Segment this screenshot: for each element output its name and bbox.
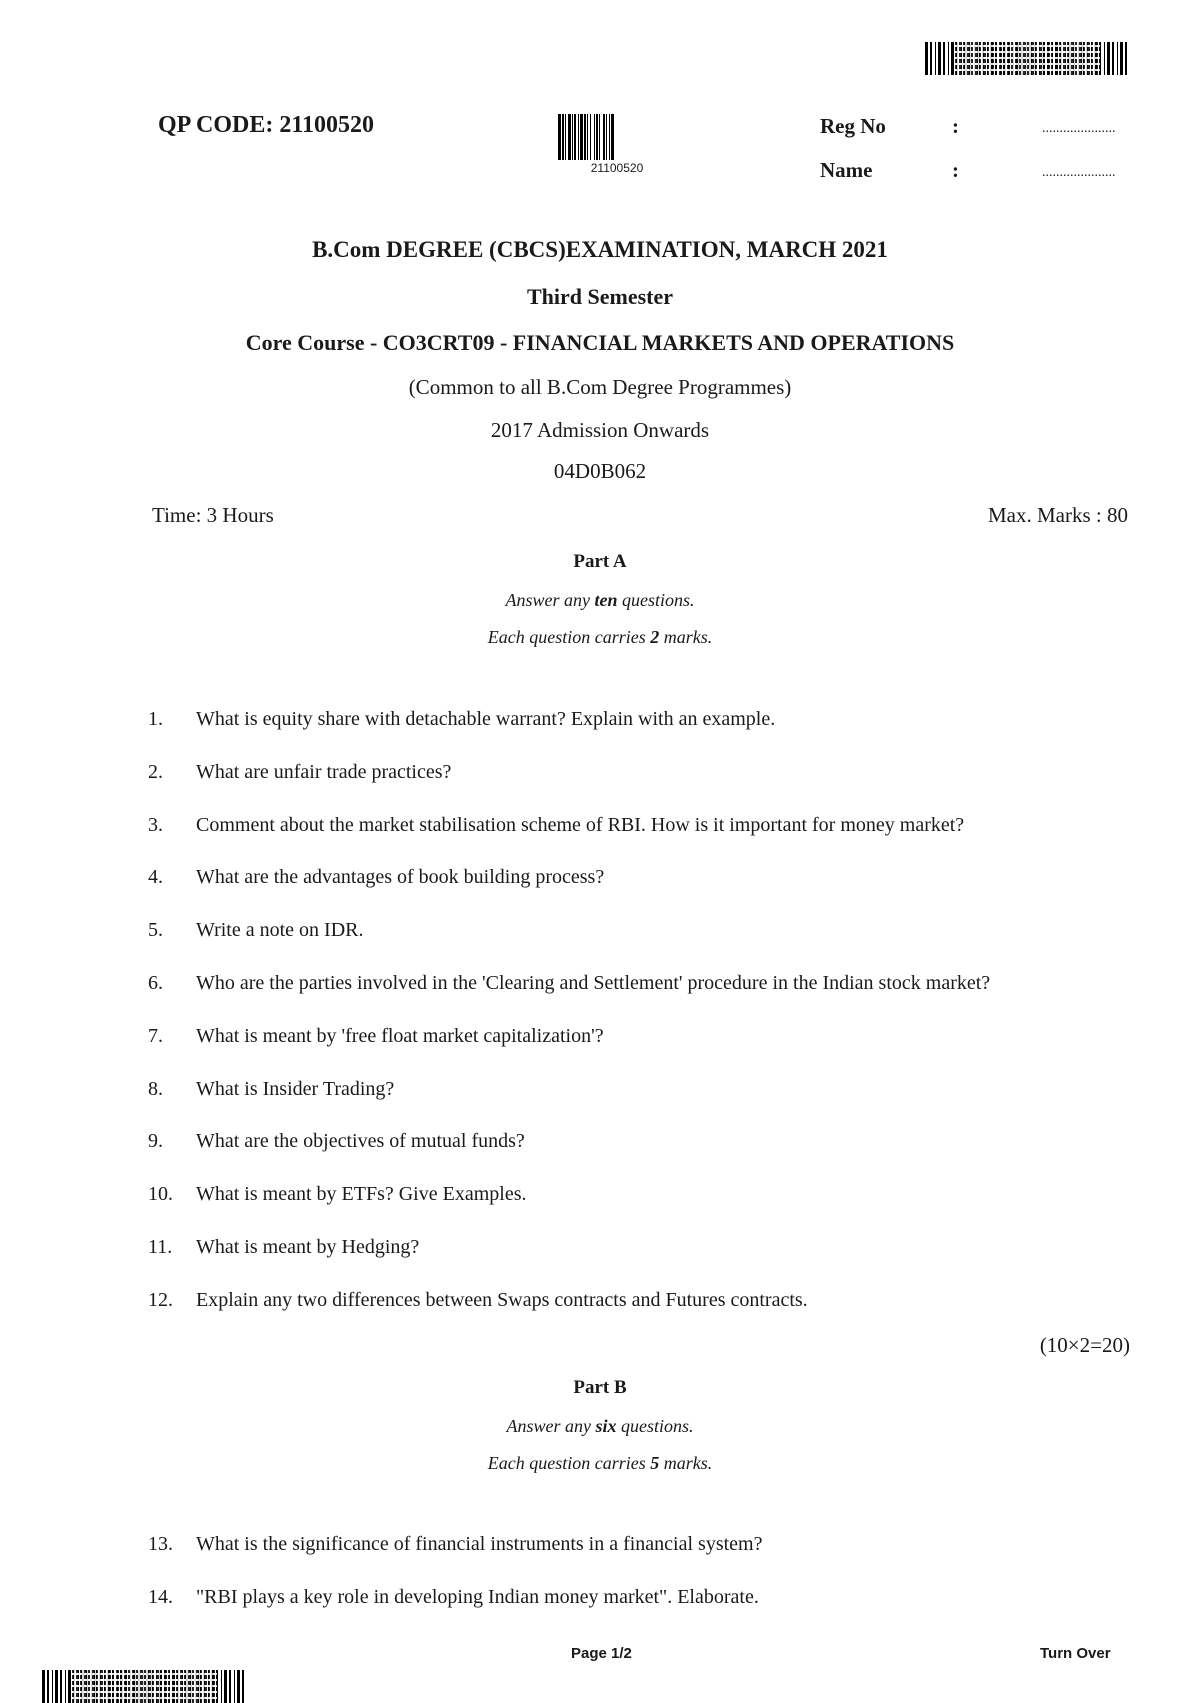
instr-count: six bbox=[595, 1416, 617, 1436]
center-barcode bbox=[558, 114, 676, 175]
bottom-barcode bbox=[42, 1670, 247, 1703]
question-item bbox=[148, 1533, 762, 1556]
question-number: 10. bbox=[148, 1183, 173, 1206]
question-text: What is meant by 'free float market capitalization'? bbox=[196, 1024, 604, 1047]
instr-text: Answer any bbox=[506, 1416, 596, 1436]
course-title: Core Course - CO3CRT09 - FINANCIAL MARKETS AND OPERATIONS bbox=[245, 330, 955, 355]
turn-over: Turn Over bbox=[1040, 1645, 1111, 1662]
part-a-heading: Part A bbox=[573, 551, 627, 572]
question-number: 7. bbox=[148, 1024, 163, 1047]
question-text: Comment about the market stabilisation scheme of RBI. How is it important for money market? bbox=[196, 813, 965, 836]
question-number: 1. bbox=[148, 708, 163, 730]
question-number: 5. bbox=[148, 919, 163, 942]
name-colon: : bbox=[952, 158, 959, 182]
name-label: Name bbox=[820, 158, 873, 182]
top-barcode bbox=[925, 42, 1130, 75]
reg-no-colon: : bbox=[952, 114, 959, 138]
question-item bbox=[148, 1236, 419, 1259]
question-number: 12. bbox=[148, 1288, 173, 1311]
time-label: Time: 3 Hours bbox=[152, 503, 274, 527]
question-number: 13. bbox=[148, 1533, 173, 1555]
part-b-instruction-2 bbox=[0, 1453, 1200, 1474]
question-text: Explain any two differences between Swaps contracts and Futures contracts. bbox=[196, 1288, 808, 1311]
question-number: 6. bbox=[148, 972, 163, 994]
question-item bbox=[148, 919, 363, 942]
part-b-heading: Part B bbox=[573, 1377, 627, 1398]
instr-count: ten bbox=[594, 590, 618, 610]
question-text: What are the objectives of mutual funds? bbox=[196, 1130, 525, 1153]
question-item bbox=[148, 761, 451, 784]
question-number: 11. bbox=[148, 1236, 173, 1258]
part-a-instruction-1 bbox=[0, 590, 1200, 611]
question-text: What is meant by ETFs? Give Examples. bbox=[196, 1183, 527, 1206]
paper-code: 04D0B062 bbox=[553, 459, 647, 483]
common-note: (Common to all B.Com Degree Programmes) bbox=[408, 375, 792, 399]
part-b-instruction-1 bbox=[0, 1416, 1200, 1437]
max-marks-label: Max. Marks : 80 bbox=[988, 503, 1128, 527]
question-item bbox=[148, 1130, 525, 1153]
question-text: What is Insider Trading? bbox=[196, 1077, 395, 1100]
question-text: "RBI plays a key role in developing Indian money market". Elaborate. bbox=[196, 1585, 759, 1608]
question-number: 9. bbox=[148, 1130, 163, 1153]
reg-no-label: Reg No bbox=[820, 114, 886, 138]
question-number: 8. bbox=[148, 1077, 163, 1100]
question-item bbox=[148, 708, 775, 731]
exam-title: B.Com DEGREE (CBCS)EXAMINATION, MARCH 2021 bbox=[312, 237, 888, 262]
instr-text: marks. bbox=[659, 1453, 713, 1473]
part-a-marks: (10×2=20) bbox=[1039, 1333, 1130, 1357]
question-text: What are unfair trade practices? bbox=[196, 760, 452, 783]
question-number: 4. bbox=[148, 866, 163, 889]
instr-text: questions. bbox=[617, 590, 695, 610]
instr-marks: 5 bbox=[650, 1453, 660, 1473]
question-text: What is the significance of financial instruments in a financial system? bbox=[196, 1533, 763, 1555]
question-number: 2. bbox=[148, 760, 163, 783]
semester-title: Third Semester bbox=[526, 284, 674, 309]
qp-code: QP CODE: 21100520 bbox=[158, 112, 375, 138]
instr-text: marks. bbox=[659, 627, 713, 647]
barcode-number: 21100520 bbox=[590, 161, 644, 175]
instr-text: Each question carries bbox=[487, 1453, 651, 1473]
question-text: What is equity share with detachable warrant? Explain with an example. bbox=[196, 708, 776, 730]
question-item bbox=[148, 1078, 394, 1101]
barcode-bar bbox=[611, 114, 614, 160]
name-blank: ..................... bbox=[1042, 165, 1116, 180]
question-item bbox=[148, 1025, 604, 1048]
question-text: What is meant by Hedging? bbox=[196, 1236, 420, 1258]
question-item bbox=[148, 1183, 526, 1206]
question-item bbox=[148, 1289, 808, 1312]
page-number: Page 1/2 bbox=[571, 1645, 632, 1662]
part-a-instruction-2 bbox=[0, 627, 1200, 648]
instr-text: questions. bbox=[616, 1416, 694, 1436]
question-item bbox=[148, 814, 964, 837]
question-text: What are the advantages of book building process? bbox=[196, 866, 605, 889]
question-item bbox=[148, 866, 604, 889]
reg-no-blank: ..................... bbox=[1042, 121, 1116, 136]
question-text: Who are the parties involved in the 'Clearing and Settlement' procedure in the Indian stock market? bbox=[196, 972, 991, 994]
question-number: 3. bbox=[148, 813, 163, 836]
question-item bbox=[148, 1586, 759, 1609]
instr-marks: 2 bbox=[650, 627, 660, 647]
barcode-bars bbox=[558, 114, 676, 160]
instr-text: Each question carries bbox=[487, 627, 651, 647]
instr-text: Answer any bbox=[505, 590, 595, 610]
admission-note: 2017 Admission Onwards bbox=[490, 418, 710, 442]
question-item bbox=[148, 972, 990, 995]
question-text: Write a note on IDR. bbox=[196, 919, 364, 942]
question-number: 14. bbox=[148, 1585, 173, 1608]
